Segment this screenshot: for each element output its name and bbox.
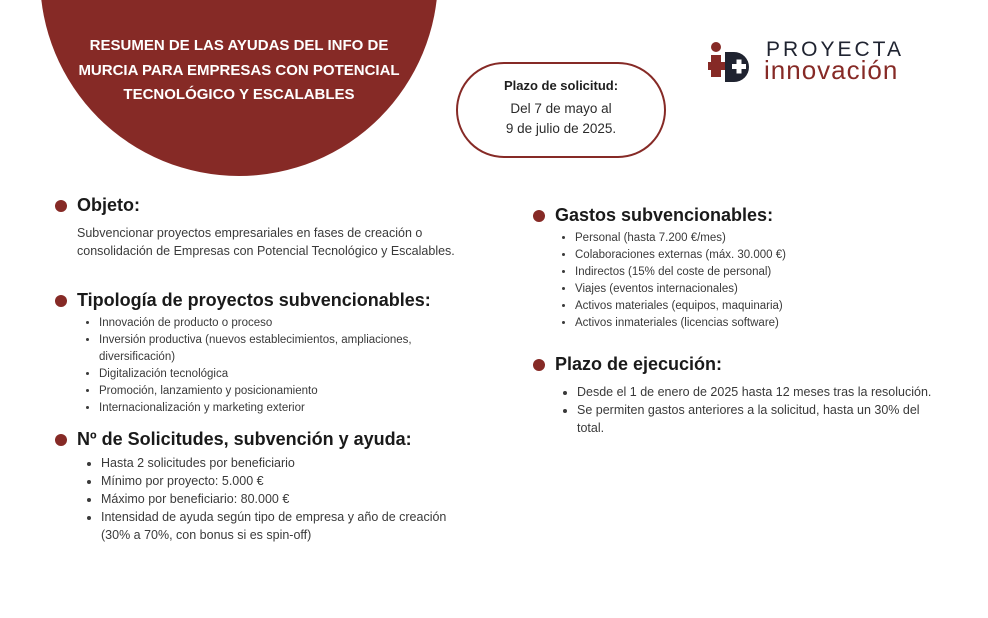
bullet-dot [533, 210, 545, 222]
bullet-dot [55, 295, 67, 307]
section-gastos [533, 205, 953, 332]
logo-text-top: PROYECTA [766, 38, 904, 61]
list-item: • Se permiten gastos anteriores a la solicitud, hasta un 30% del total. [577, 401, 943, 437]
section-ejecucion [533, 354, 943, 437]
deadline-line-1: Del 7 de mayo al [510, 101, 612, 116]
bullet-dot [533, 359, 545, 371]
page-title: RESUMEN DE LAS AYUDAS DEL INFO DE MURCIA PARA EMPRESAS CON POTENCIAL TECNOLÓGICO Y ESCALABLES [78, 37, 400, 103]
list-item: • Intensidad de ayuda según tipo de empresa y año de creación (30% a 70%, con bonus si es spin-off) [101, 508, 451, 544]
ejecucion-list [533, 383, 943, 437]
list-item: • Promoción, lanzamiento y posicionamiento [99, 383, 459, 400]
tipologia-list [55, 315, 459, 417]
section-tipologia [55, 290, 475, 417]
logo-text-bottom: innovación [764, 55, 899, 85]
deadline-line-2: 9 de julio de 2025. [505, 121, 617, 136]
list-item: • Innovación de producto o proceso [99, 315, 459, 332]
list-item: • Colaboraciones externas (máx. 30.000 €) [575, 247, 953, 264]
list-item: • Activos inmateriales (licencias software) [575, 315, 953, 332]
deadline-value [458, 99, 664, 139]
logo-mark-icon [708, 40, 758, 86]
section-heading: Plazo de ejecución: [555, 354, 723, 374]
section-heading: Nº de Solicitudes, subvención y ayuda: [77, 429, 412, 449]
deadline-label: Plazo de solicitud: [503, 78, 619, 93]
list-item: • Hasta 2 solicitudes por beneficiario [101, 454, 451, 472]
list-item: • Inversión productiva (nuevos establecimientos, ampliaciones, diversificación) [99, 332, 459, 366]
section-heading: Tipología de proyectos subvencionables: [77, 290, 431, 310]
list-item: • Internacionalización y marketing exterior [99, 400, 459, 417]
section-heading: Objeto: [77, 195, 140, 215]
list-item: • Viajes (eventos internacionales) [575, 281, 953, 298]
list-item: • Indirectos (15% del coste de personal) [575, 264, 953, 281]
section-heading: Gastos subvencionables: [555, 205, 774, 225]
list-item: • Personal (hasta 7.200 €/mes) [575, 230, 953, 247]
list-item: • Desde el 1 de enero de 2025 hasta 12 meses tras la resolución. [577, 383, 943, 401]
solicitudes-list [55, 454, 451, 544]
proyecta-innovacion-logo [708, 38, 930, 88]
objeto-text: Subvencionar proyectos empresariales en fases de creación o consolidación de Empresas con Potencial Tecnológico y Escalables. [77, 226, 455, 258]
list-item: • Mínimo por proyecto: 5.000 € [101, 472, 451, 490]
list-item: • Digitalización tecnológica [99, 366, 459, 383]
section-solicitudes [55, 429, 475, 544]
section-objeto [55, 195, 475, 260]
bullet-dot [55, 200, 67, 212]
list-item: • Máximo por beneficiario: 80.000 € [101, 490, 451, 508]
gastos-list [533, 230, 953, 332]
list-item: • Activos materiales (equipos, maquinaria) [575, 298, 953, 315]
deadline-box [456, 62, 666, 158]
bullet-dot [55, 434, 67, 446]
